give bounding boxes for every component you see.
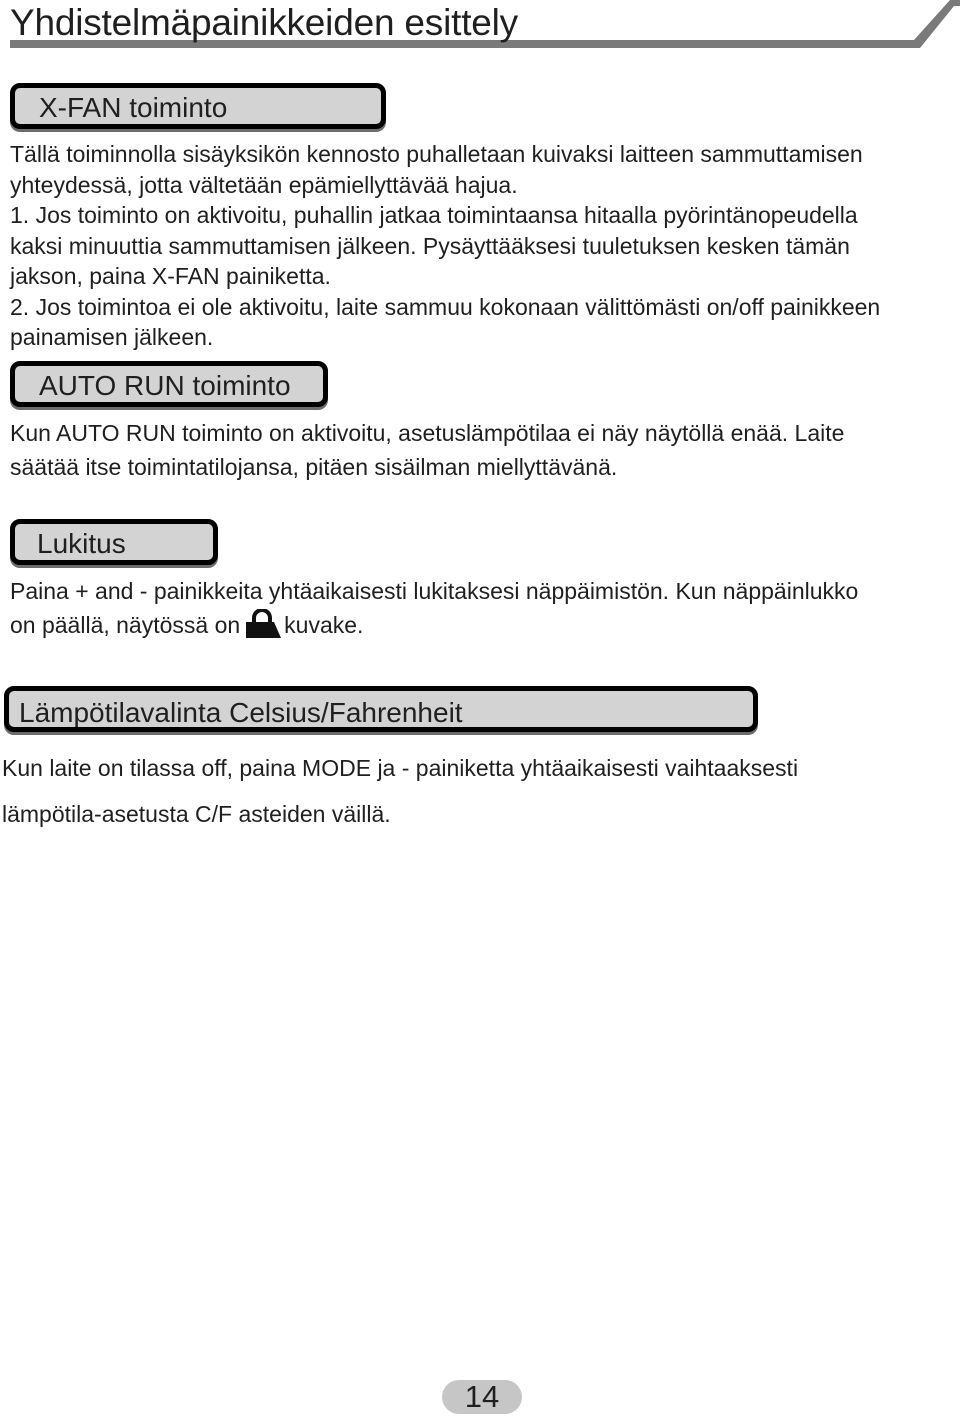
xfan-line-7: painamisen jälkeen. <box>10 324 214 350</box>
xfan-line-3: 1. Jos toiminto on aktivoitu, puhallin jatkaa toimintaansa hitaalla pyörintänopeudella <box>10 202 858 228</box>
lock-line-2-start: on päällä, näytössä on <box>10 612 241 638</box>
autorun-line-1: Kun AUTO RUN toiminto on aktivoitu, asetuslämpötilaa ei näy näytöllä enää. Laite <box>10 420 845 446</box>
heading-autorun <box>10 361 328 407</box>
temperature-line-1: Kun laite on tilassa off, paina MODE ja - painiketta yhtäaikaisesti vaihtaaksesti <box>2 755 799 781</box>
lock-line-2-end: kuvake. <box>284 612 364 638</box>
xfan-line-5: jakson, paina X-FAN painiketta. <box>10 263 331 289</box>
lock-line-2 <box>10 608 858 642</box>
xfan-line-1: Tällä toiminnolla sisäyksikön kennosto puhalletaan kuivaksi laitteen sammuttamisen <box>10 141 863 167</box>
autorun-description <box>10 416 844 484</box>
xfan-description <box>10 139 880 353</box>
heading-lock-label: Lukitus <box>37 528 126 559</box>
heading-lock <box>10 519 218 565</box>
lock-line-1: Paina + and - painikkeita yhtäaikaisesti lukitaksesi näppäimistön. Kun näppäinlukko <box>10 578 859 604</box>
xfan-line-2: yhteydessä, jotta vältetään epämiellyttävää hajua. <box>10 171 518 198</box>
heading-autorun-label: AUTO RUN toiminto <box>39 370 291 401</box>
xfan-line-6: 2. Jos toimintoa ei ole aktivoitu, laite sammuu kokonaan välittömästi on/off painikkeen <box>10 293 881 320</box>
heading-xfan <box>10 83 386 129</box>
heading-temperature-label: Lämpötilavalinta Celsius/Fahrenheit <box>19 697 463 728</box>
lock-icon <box>242 609 282 639</box>
autorun-line-2: säätää itse toimintatilojansa, pitäen sisäilman miellyttävänä. <box>10 454 618 480</box>
temperature-description <box>2 745 798 837</box>
heading-temperature <box>4 686 758 732</box>
page-number: 14 <box>442 1380 522 1414</box>
temperature-line-2: lämpötila-asetusta C/F asteiden väillä. <box>2 801 391 827</box>
page-title: Yhdistelmäpainikkeiden esittely <box>10 2 518 43</box>
lock-description <box>10 574 858 642</box>
heading-xfan-label: X-FAN toiminto <box>39 92 228 123</box>
xfan-line-4: kaksi minuuttia sammuttamisen jälkeen. Pysäyttääksesi tuuletuksen kesken tämän <box>10 232 850 259</box>
